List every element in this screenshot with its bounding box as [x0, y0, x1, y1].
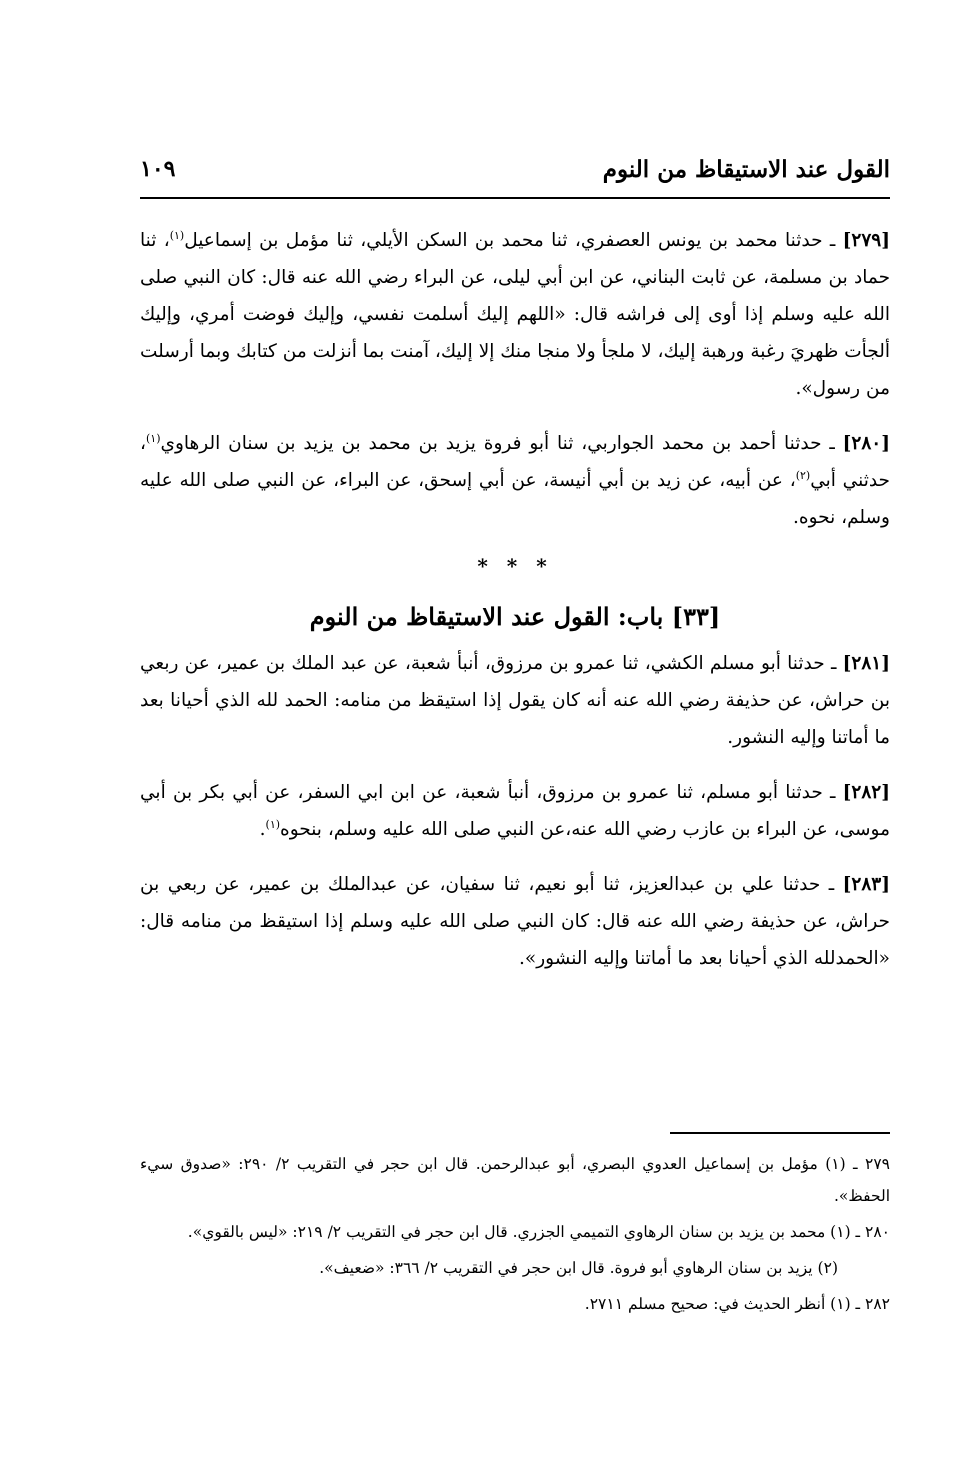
chapter-title: [٣٣] باب: القول عند الاستيقاظ من النوم: [309, 602, 721, 631]
footnote-279-1: ٢٧٩ ـ (١) مؤمل بن إسماعيل العدوي البصري، أبو عبدالرحمن. قال ابن حجر في التقريب ٢/ ٢٩٠: «صدوق سيء الحفظ».: [140, 1155, 890, 1205]
hadith-text: ، ثنا حماد بن مسلمة، عن ثابت البناني، عن ابن أبي ليلى، عن البراء رضي الله عنه قال: كان النبي صلى الله عليه وسلم إذا أوى إلى فراشه قال: «اللهم إليك أسلمت نفسي، وإليك فوضت أمري، وإليك ألجأت ظهريَ رغبة ورهبة إليك، لا ملجأ ولا منجا منك إلا إليك، آمنت بما أنزلت من كتابك وبما أرسلت من رسول».: [140, 230, 890, 399]
hadith-text: ـ حدثنا أحمد بن محمد الجواربي، ثنا أبو فروة يزيد بن محمد بن يزيد بن سنان الرهاوي: [160, 433, 843, 454]
footnote-280-1: ٢٨٠ ـ (١) محمد بن يزيد بن سنان الرهاوي التميمي الجزري. قال ابن حجر في التقريب ٢/ ٢١٩: «ليس بالقوي».: [187, 1223, 890, 1241]
footnotes: [140, 1148, 890, 1324]
main-text: [140, 222, 890, 995]
page-number: ١٠٩: [140, 156, 176, 182]
hadith-text: .: [259, 819, 266, 840]
section-separator: * * *: [477, 554, 553, 578]
footnote-rule: [670, 1132, 890, 1134]
hadith-number: [٢٨٠]: [842, 433, 890, 454]
footnote-282-1: ٢٨٢ ـ (١) أنظر الحديث في: صحيح مسلم ٢٧١١.: [584, 1295, 890, 1313]
hadith-283: [140, 866, 890, 977]
hadith-281: [140, 645, 890, 756]
hadith-text: ـ حدثنا محمد بن يونس العصفري، ثنا محمد بن السكن الأيلي، ثنا مؤمل بن إسماعيل: [184, 230, 843, 251]
running-title: القول عند الاستيقاظ من النوم: [602, 156, 890, 183]
hadith-number: [٢٧٩]: [842, 230, 890, 251]
hadith-280: [140, 425, 890, 536]
hadith-text: ، حدثني أبي: [140, 433, 890, 491]
hadith-text: ـ حدثنا أبو مسلم الكشي، ثنا عمرو بن مرزوق، أنبأ شعبة، عن عبد الملك بن عمير، عن ربعي بن حراش، عن حذيفة رضي الله عنه أنه كان يقول إذا استيقظ من منامه: الحمد لله الذي أحيانا بعد ما أماتنا وإليه النشور.: [140, 653, 890, 748]
hadith-text: ـ حدثنا علي بن عبدالعزيز، ثنا أبو نعيم، ثنا سفيان، عن عبدالملك بن عمير، عن ربعي بن حراش، عن حذيفة رضي الله عنه قال: كان النبي صلى الله عليه وسلم إذا استيقظ من منامه قال: «الحمدلله الذي أحيانا بعد ما أماتنا وإليه النشور».: [140, 874, 890, 969]
hadith-number: [٢٨١]: [842, 653, 890, 674]
hadith-number: [٢٨٣]: [842, 874, 890, 895]
footnote-marker: (١): [169, 228, 185, 242]
footnote-marker: (٢): [795, 468, 811, 482]
hadith-text: ـ حدثنا أبو مسلم، ثنا عمرو بن مرزوق، أنبأ شعبة، عن ابن ابي السفر، عن أبي بكر بن أبي موسى، عن البراء بن عازب رضي الله عنه،عن النبي صلى الله عليه وسلم، بنحوه: [140, 782, 890, 840]
footnote-marker: (١): [265, 817, 281, 831]
hadith-279: [140, 222, 890, 407]
hadith-number: [٢٨٢]: [842, 782, 890, 803]
footnote-280-2: (٢) يزيد بن سنان الرهاوي أبو فروة. قال ابن حجر في التقريب ٢/ ٣٦٦: «ضعيف».: [319, 1259, 838, 1277]
hadith-282: [140, 774, 890, 848]
footnote-marker: (١): [145, 431, 161, 445]
header-rule: [140, 197, 890, 199]
running-header: [140, 150, 890, 200]
hadith-text: ، عن أبيه، عن زيد بن أبي أنيسة، عن أبي إسحق، عن البراء، عن النبي صلى الله عليه وسلم، نحوه.: [140, 470, 890, 528]
